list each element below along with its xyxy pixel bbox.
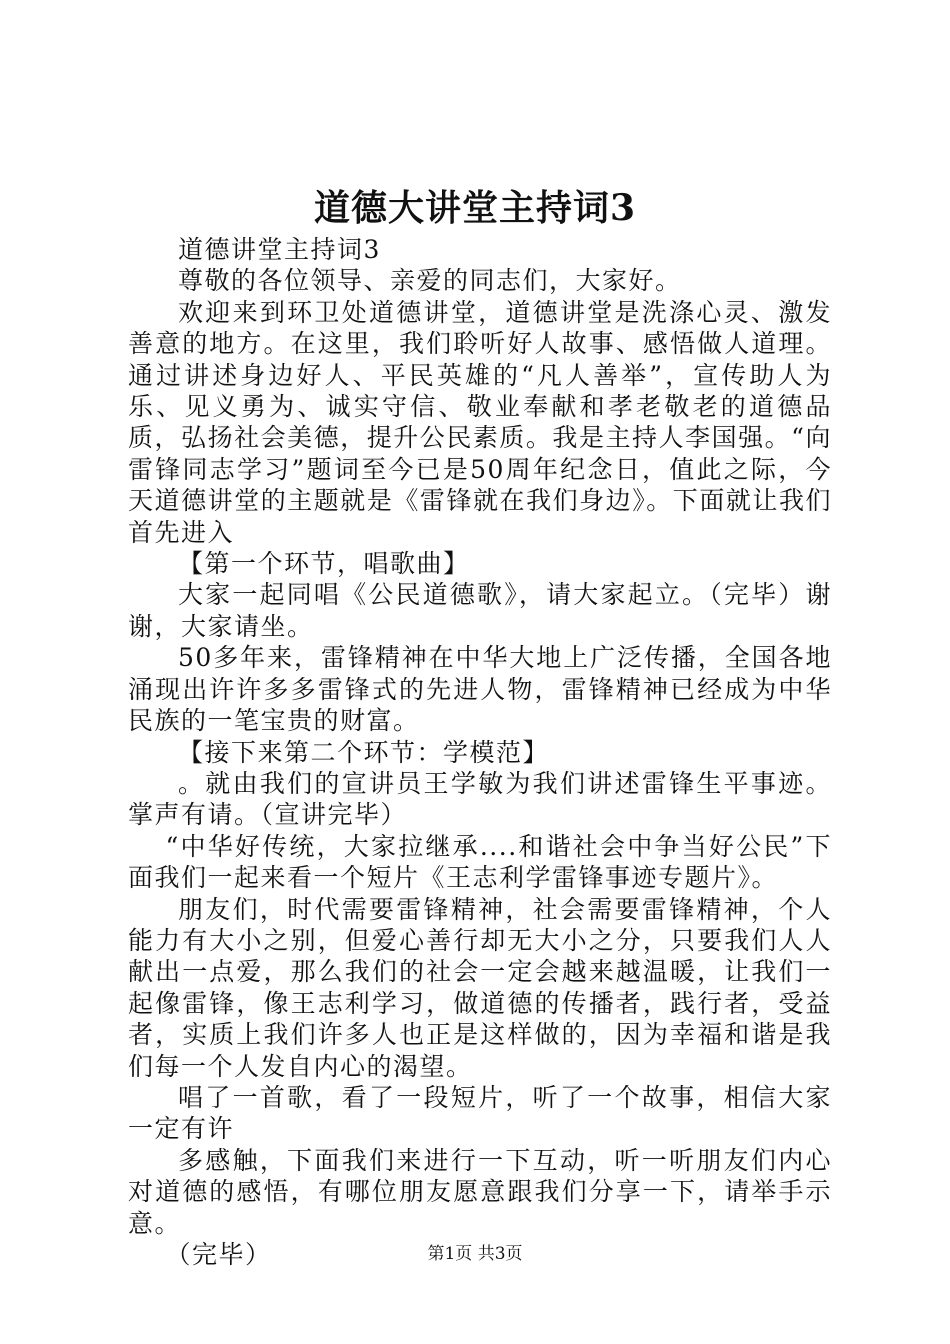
paragraph-lei-feng-spirit: 50多年来，雷锋精神在中华大地上广泛传播，全国各地涌现出许许多多雷锋式的先进人物，雷锋精神已经成为中华民族的一笔宝贵的财富。 (128, 643, 832, 736)
paragraph-section-one-heading: 【第一个环节，唱歌曲】 (178, 549, 470, 579)
paragraph-speaker-intro: 。就由我们的宣讲员王学敏为我们讲述雷锋生平事迹。掌声有请。（宣讲完毕） (128, 768, 832, 830)
document-body (128, 234, 832, 1270)
paragraph-welcome: 欢迎来到环卫处道德讲堂，道德讲堂是洗涤心灵、激发善意的地方。在这里，我们聆听好人故事、感悟做人道理。通过讲述身边好人、平民英雄的“凡人善举”，宣传助人为乐、见义勇为、诚实守信、敬业奉献和孝老敬老的道德品质，弘扬社会美德，提升公民素质。我是主持人李国强。“向雷锋同志学习”题词至今已是50周年纪念日，值此之际，今天道德讲堂的主题就是《雷锋就在我们身边》。下面就让我们首先进入 (128, 297, 832, 547)
paragraph-song: 大家一起同唱《公民道德歌》，请大家起立。（完毕）谢谢，大家请坐。 (128, 580, 832, 641)
paragraph-finished: （完毕） (165, 1240, 272, 1269)
paragraph-interaction: 多感触，下面我们来进行一下互动，听一听朋友们内心对道德的感悟，有哪位朋友愿意跟我们分享一下，请举手示意。 (128, 1145, 832, 1238)
paragraph-greeting: 尊敬的各位领导、亲爱的同志们，大家好。 (178, 266, 682, 296)
page-footer: 第1页 共3页 (427, 1244, 523, 1264)
paragraph-sang-a-song: 唱了一首歌，看了一段短片，听了一个故事，相信大家一定有许 (128, 1082, 832, 1144)
paragraph-section-two-heading: 【接下来第二个环节：学模范】 (178, 737, 550, 767)
paragraph-friends: 朋友们，时代需要雷锋精神，社会需要雷锋精神，个人能力有大小之别，但爱心善行却无大小之分，只要我们人人献出一点爱，那么我们的社会一定会越来越温暖，让我们一起像雷锋，像王志利学习，做道德的传播者，践行者，受益者，实质上我们许多人也正是这样做的，因为幸福和谐是我们每一个人发自内心的渴望。 (128, 894, 832, 1081)
paragraph-subtitle: 道德讲堂主持词3 (178, 235, 381, 264)
paragraph-short-film: “中华好传统，大家拉继承....和谐社会中争当好公民”下面我们一起来看一个短片《王志利学雷锋事迹专题片》。 (128, 831, 832, 893)
document-title: 道德大讲堂主持词3 (313, 187, 637, 229)
